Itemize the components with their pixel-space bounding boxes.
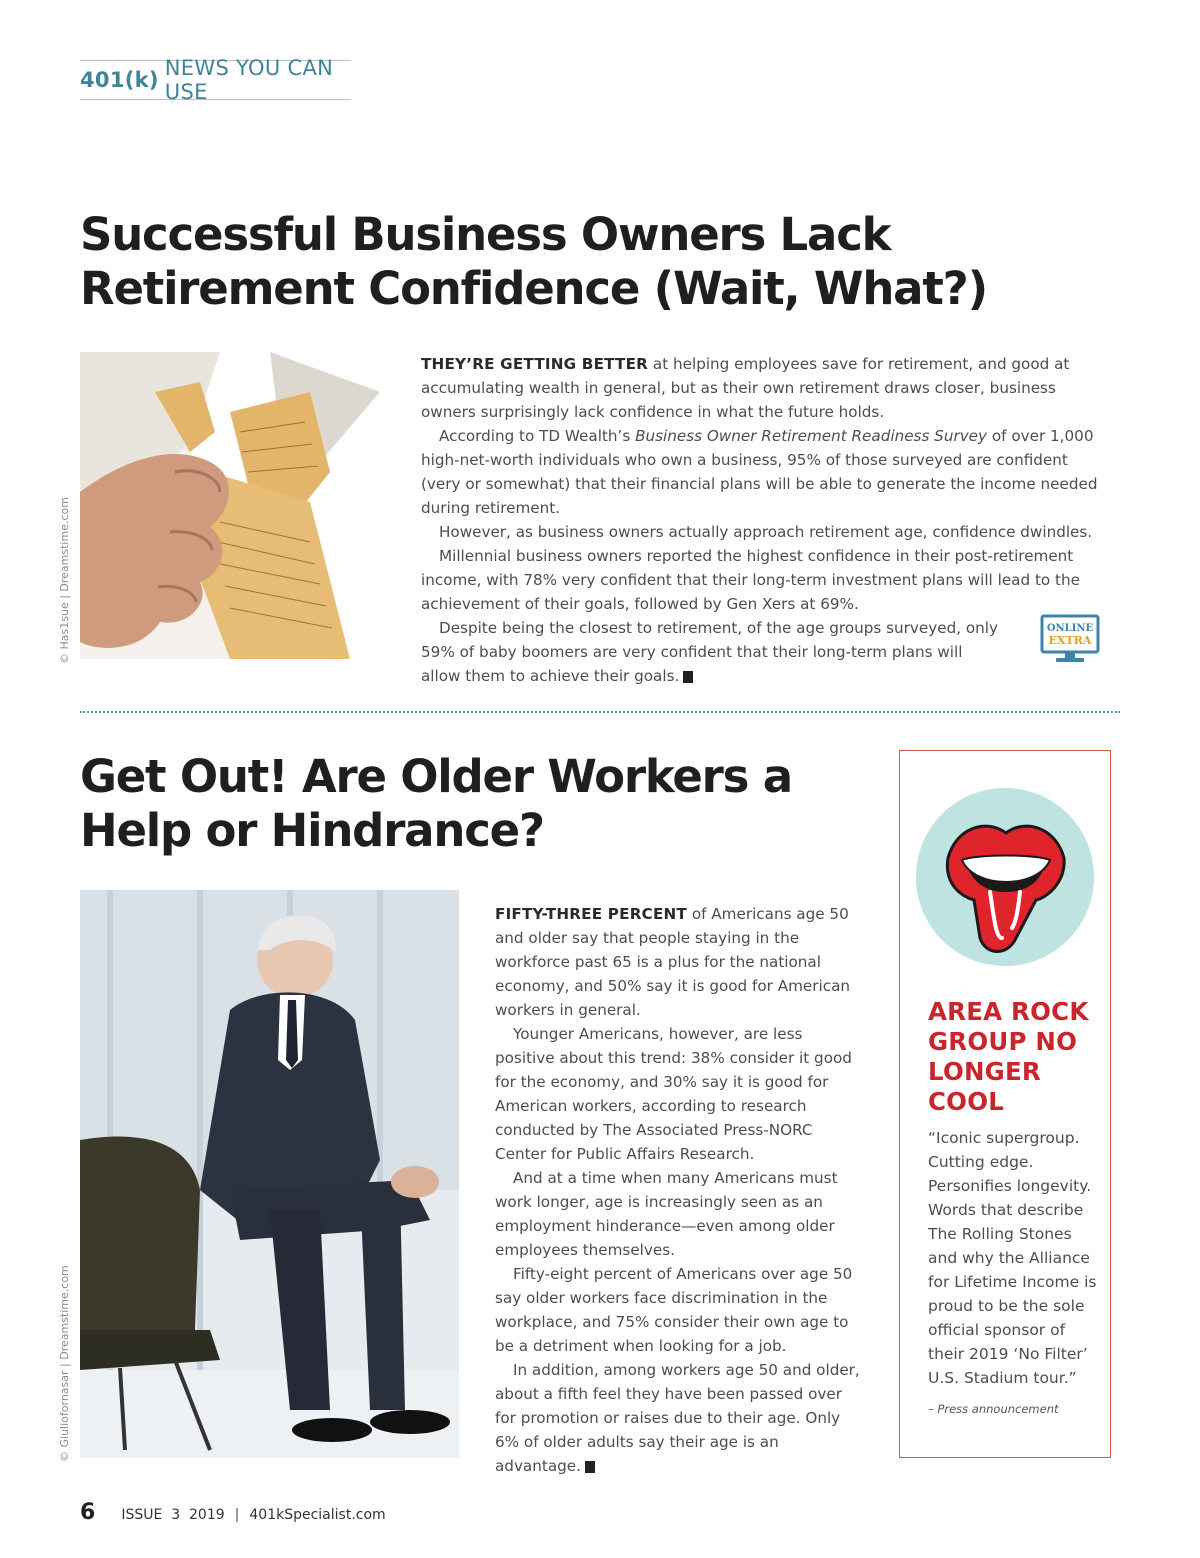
article2-headline: Get Out! Are Older Workers a Help or Hindrance? [80, 750, 792, 857]
article1-paragraph-2 [421, 424, 1111, 520]
article1-photo-credit: © Has1sue | Dreamstime.com [58, 497, 71, 664]
rolling-stones-tongue-icon [916, 788, 1094, 966]
page-footer [80, 1500, 386, 1530]
article2-paragraph-3: And at a time when many Americans must work longer, age is increasingly seen as an employment hinderance—even among older employees themselves. [495, 1169, 838, 1259]
sidebar-attribution: – Press announcement [928, 1402, 1059, 1416]
article1-p5-text: Despite being the closest to retirement, of the age groups surveyed, only 59% of baby boomers are very confident that their long-term plans will allow them to achieve their goals. [421, 619, 998, 685]
section-divider [80, 711, 1120, 713]
end-mark-icon: K [683, 671, 693, 683]
article1-paragraph-4: Millennial business owners reported the highest confidence in their post-retirement income, with 78% very confident that their long-term investment plans will lead to the achievement of their goals, followed by Gen Xers at 69%. [421, 547, 1080, 613]
online-extra-badge[interactable] [1040, 614, 1100, 664]
article1-headline: Successful Business Owners Lack Retirement Confidence (Wait, What?) [80, 208, 987, 315]
article2-paragraph-5 [495, 1358, 865, 1478]
article2-photo-credit: © Giuliofornasar | Dreamstime.com [58, 1265, 71, 1462]
end-mark-icon: K [585, 1461, 595, 1473]
footer-separator: | [234, 1507, 240, 1523]
section-tag-bold: 401(k) [80, 68, 159, 92]
page-number: 6 [80, 1500, 96, 1525]
article2-paragraph-4: Fifty-eight percent of Americans over age 50 say older workers face discrimination in the workplace, and 75% consider their own age to be a detriment when looking for a job. [495, 1265, 853, 1355]
online-extra-line1: ONLINE [1046, 623, 1094, 634]
article1-paragraph-3: However, as business owners actually approach retirement age, confidence dwindles. [439, 523, 1093, 541]
article1-p2-text-b: of over 1,000 high-net-worth individuals who own a business, 95% of those surveyed are confident (very or somewhat) that their financial plans will be able to generate the income needed during retirement. [421, 427, 1098, 517]
section-tag [80, 56, 351, 104]
article1-lead: THEY’RE GETTING BETTER [421, 355, 649, 373]
article2-photo-older-worker [80, 890, 459, 1458]
article2-p1-text: of Americans age 50 and older say that people staying in the workforce past 65 is a plus for the national economy, and 50% say it is good for American workers in general. [495, 905, 851, 1019]
article1-body [421, 352, 1111, 688]
article2-body [495, 902, 865, 1478]
article2-paragraph-1 [495, 902, 865, 1022]
article1-p1-text: at helping employees save for retirement, and good at accumulating wealth in general, but as their own retirement draws closer, business owners surprisingly lack confidence in what the future holds. [421, 355, 1070, 421]
article1-p2-text-a: According to TD Wealth’s [439, 427, 636, 445]
article2-lead: FIFTY-THREE PERCENT [495, 905, 687, 923]
article2-p5-text: In addition, among workers age 50 and older, about a fifth feel they have been passed over for promotion or raises due to their age. Only 6% of older adults say their age is an advantage. [495, 1361, 860, 1475]
survey-title: Business Owner Retirement Readiness Survey [635, 427, 988, 445]
article1-photo-tie [80, 352, 389, 659]
issue-label: ISSUE 3 2019 [121, 1507, 225, 1523]
section-tag-label: NEWS YOU CAN USE [164, 56, 334, 104]
article1-paragraph-5 [421, 616, 1111, 688]
site-link[interactable]: 401kSpecialist.com [249, 1507, 386, 1523]
article1-paragraph-1 [421, 352, 1111, 424]
sidebar-quote: “Iconic supergroup. Cutting edge. Personifies longevity. Words that describe The Rolling Stones and why the Alliance for Lifetime Income is proud to be the sole official sponsor of their 2019 ‘No Filter’ U.S. Stadium tour.” [928, 1129, 1097, 1387]
monitor-icon [1040, 614, 1100, 664]
online-extra-line2: EXTRA [1048, 634, 1092, 647]
article2-paragraph-2: Younger Americans, however, are less positive about this trend: 38% consider it good for the economy, and 30% say it is good for American workers, according to research conducted by The Associated Press-NORC Center for Public Affairs Research. [495, 1025, 852, 1163]
sidebar-headline: AREA ROCK GROUP NO LONGER COOL [928, 997, 1089, 1116]
